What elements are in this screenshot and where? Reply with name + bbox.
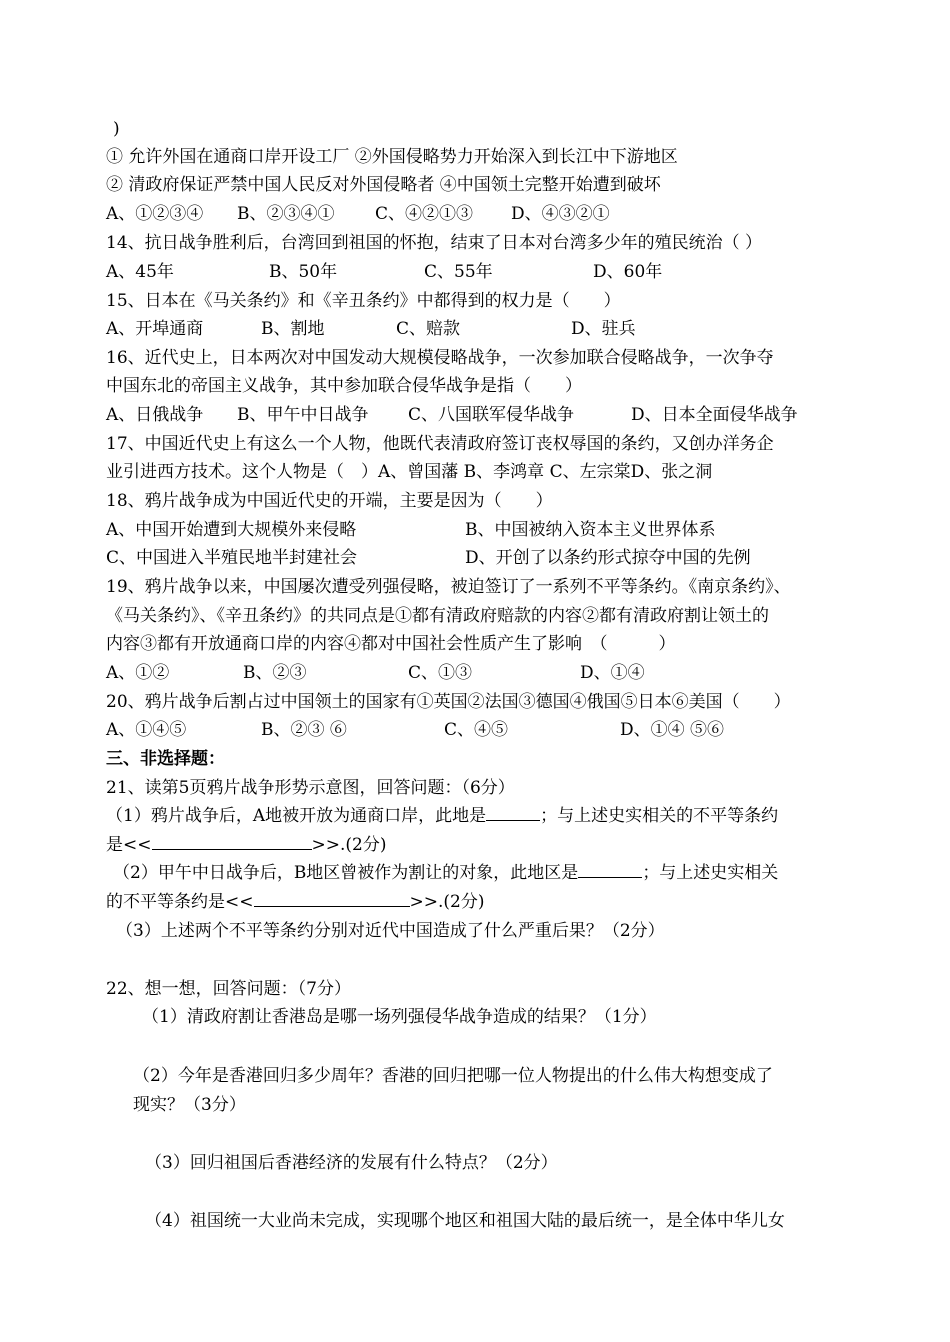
answer-blank[interactable] [152, 832, 312, 850]
q14-stem: 14、抗日战争胜利后，台湾回到祖国的怀抱，结束了日本对台湾多少年的殖民统治（ ） [106, 233, 763, 253]
option-a: A、日俄战争 [106, 405, 204, 425]
q20-stem: 20、鸦片战争后割占过中国领土的国家有①英国②法国③德国④俄国⑤日本⑥美国（ ） [106, 692, 791, 712]
option-d: D、开创了以条约形式掠夺中国的先例 [465, 548, 751, 568]
option-b: B、②③ ⑥ [261, 720, 347, 740]
q21-part1-text-pre: （1）鸦片战争后，A地被开放为通商口岸，此地是 [106, 806, 487, 826]
option-a: A、①② [106, 663, 170, 683]
option-d: D、驻兵 [571, 319, 636, 339]
q21-part2-text-pre: （2）甲午中日战争后，B地区曾被作为割让的对象，此地区是 [113, 863, 579, 883]
q21-part2-line2 [106, 889, 484, 915]
q21-part3: （3）上述两个不平等条约分别对近代中国造成了什么严重后果？（2分） [116, 921, 665, 941]
q18-stem: 18、鸦片战争成为中国近代史的开端，主要是因为（ ） [106, 491, 553, 511]
option-d: D、①④ ⑤⑥ [620, 720, 725, 740]
q21-part1-text-post: ；与上述史实相关的不平等条约 [540, 806, 779, 826]
q19-stem-line3: 内容③都有开放通商口岸的内容④都对中国社会性质产生了影响 （ ） [106, 634, 676, 654]
q22-part2-line2: 现实？（3分） [133, 1095, 246, 1115]
q21-part1-line1 [106, 803, 778, 829]
q22-stem: 22、想一想，回答问题：（7分） [106, 979, 351, 999]
option-b: B、50年 [269, 262, 338, 282]
option-d: D、④③②① [511, 204, 610, 224]
option-c: C、中国进入半殖民地半封建社会 [106, 548, 358, 568]
option-c: C、④⑤ [444, 720, 509, 740]
option-c: C、赔款 [396, 319, 461, 339]
q19-stem-line1: 19、鸦片战争以来，中国屡次遭受列强侵略，被迫签订了一系列不平等条约。《南京条约》、 [106, 577, 791, 597]
q13-stem-tail: ) [113, 119, 120, 139]
q13-statement-1: ① 允许外国在通商口岸开设工厂 ②外国侵略势力开始深入到长江中下游地区 [106, 147, 678, 167]
answer-blank[interactable] [486, 803, 540, 821]
option-c: C、八国联军侵华战争 [408, 405, 575, 425]
q21-stem: 21、读第5页鸦片战争形势示意图，回答问题：（6分） [106, 778, 515, 798]
option-b: B、中国被纳入资本主义世界体系 [465, 520, 716, 540]
option-a: A、①④⑤ [106, 720, 187, 740]
q19-stem-line2: 《马关条约》、《辛丑条约》的共同点是①都有清政府赔款的内容②都有清政府割让领土的 [106, 606, 769, 626]
option-a: A、中国开始遭到大规模外来侵略 [106, 520, 357, 540]
q16-stem-line2: 中国东北的帝国主义战争，其中参加联合侵华战争是指（ ） [106, 376, 582, 396]
option-b: B、割地 [261, 319, 325, 339]
option-d: D、①④ [580, 663, 645, 683]
q21-part2-line1 [113, 860, 778, 886]
q15-stem: 15、日本在《马关条约》和《辛丑条约》中都得到的权力是（ ） [106, 291, 621, 311]
option-a: A、45年 [106, 262, 174, 282]
q21-part2-text-post: ；与上述史实相关 [642, 863, 779, 883]
q21-part2-treaty-pre: 的不平等条约是<< [106, 892, 254, 912]
q13-statement-2: ② 清政府保证严禁中国人民反对外国侵略者 ④中国领土完整开始遭到破坏 [106, 175, 661, 195]
q22-part4: （4）祖国统一大业尚未完成，实现哪个地区和祖国大陆的最后统一，是全体中华儿女 [145, 1211, 785, 1231]
q22-part2-line1: （2）今年是香港回归多少周年？香港的回归把哪一位人物提出的什么伟大构想变成了 [133, 1066, 773, 1086]
q17-stem-line2: 业引进西方技术。这个人物是（ ）A、曾国藩 B、李鸿章 C、左宗棠D、张之洞 [106, 462, 713, 482]
q16-stem-line1: 16、近代史上，日本两次对中国发动大规模侵略战争，一次参加联合侵略战争，一次争夺 [106, 348, 774, 368]
section-3-heading: 三、非选择题： [106, 749, 225, 769]
option-b: B、甲午中日战争 [237, 405, 369, 425]
option-a: A、开埠通商 [106, 319, 204, 339]
q17-stem-line1: 17、中国近代史上有这么一个人物，他既代表清政府签订丧权辱国的条约，又创办洋务企 [106, 434, 774, 454]
option-b: B、②③④① [237, 204, 335, 224]
option-d: D、日本全面侵华战争 [631, 405, 798, 425]
q21-part1-line2 [106, 832, 386, 858]
q22-part3: （3）回归祖国后香港经济的发展有什么特点？（2分） [145, 1153, 558, 1173]
answer-blank[interactable] [578, 860, 642, 878]
option-b: B、②③ [243, 663, 307, 683]
q21-part1-treaty-pre: 是<< [106, 835, 152, 855]
option-d: D、60年 [593, 262, 663, 282]
option-c: C、④②①③ [375, 204, 474, 224]
option-c: C、55年 [424, 262, 493, 282]
q21-part1-treaty-post: >>.(2分) [311, 835, 387, 855]
option-c: C、①③ [408, 663, 473, 683]
q21-part2-treaty-post: >>.(2分) [409, 892, 485, 912]
option-a: A、①②③④ [106, 204, 204, 224]
answer-blank[interactable] [254, 889, 410, 907]
q22-part1: （1）清政府割让香港岛是哪一场列强侵华战争造成的结果？（1分） [142, 1007, 657, 1027]
